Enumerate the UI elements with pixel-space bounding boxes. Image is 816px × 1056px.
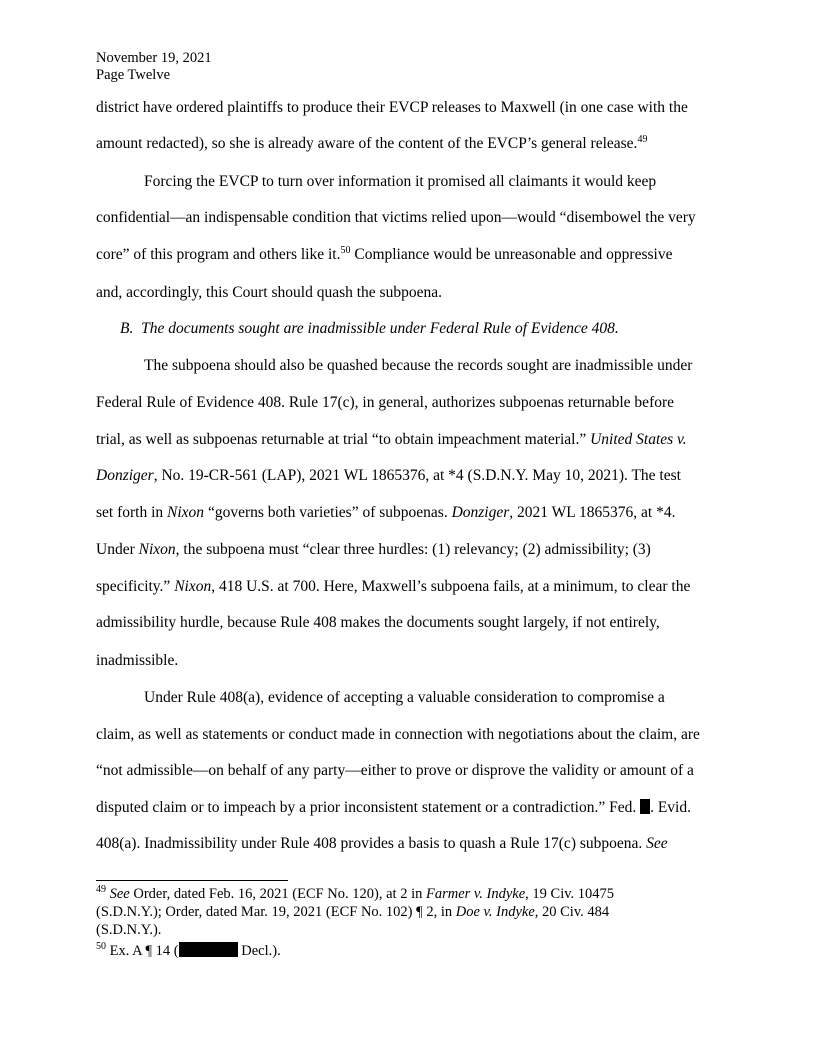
text-run: Ex. A ¶ 14 ( (106, 943, 179, 959)
text-run: claim, as well as statements or conduct made in connection with negotiations about the claim, are (96, 726, 700, 743)
text-run: Under (96, 541, 139, 558)
footnote-marker: 50 (340, 245, 351, 256)
body-line (96, 652, 178, 670)
text-run: inadmissible. (96, 652, 179, 669)
text-run: (S.D.N.Y.). (96, 922, 162, 938)
italic-citation: Doe v. Indyke (455, 904, 535, 920)
body-line (144, 689, 665, 707)
body-line (96, 726, 700, 744)
italic-citation: Donziger (96, 467, 154, 484)
body-line (96, 614, 660, 632)
italic-citation: See (109, 886, 130, 902)
text-run: , No. 19-CR-561 (LAP), 2021 WL 1865376, at *4 (S.D.N.Y. May 10, 2021). The test (153, 467, 681, 484)
body-line (144, 357, 692, 375)
text-run: , the subpoena must “clear three hurdles: (1) relevancy; (2) admissibility; (3) (175, 541, 651, 558)
text-run: set forth in (96, 504, 168, 521)
body-line (96, 284, 442, 302)
text-run: district have ordered plaintiffs to produce their EVCP releases to Maxwell (in one case with the (96, 99, 688, 116)
body-line (144, 173, 656, 191)
section-heading-b (120, 320, 619, 338)
section-heading-letter: B. (120, 320, 134, 337)
body-line (96, 246, 672, 264)
text-run: and, accordingly, this Court should quash the subpoena. (96, 284, 442, 301)
footnote-line (96, 922, 161, 939)
text-run: Decl.). (237, 943, 281, 959)
footnote-marker: 49 (637, 134, 648, 145)
body-line (96, 762, 694, 780)
redaction-box (179, 942, 238, 957)
text-run: . Evid. (650, 799, 691, 816)
footnote-separator (96, 880, 288, 881)
italic-citation: Donziger (451, 504, 510, 521)
text-run: 408(a). Inadmissibility under Rule 408 provides a basis to quash a Rule 17(c) subpoena. (96, 835, 647, 852)
text-run: Order, dated Feb. 16, 2021 (ECF No. 120), at 2 in (129, 886, 426, 902)
text-run: disputed claim or to impeach by a prior inconsistent statement or a contradiction.” Fed. (96, 799, 641, 816)
text-run: Forcing the EVCP to turn over information it promised all claimants it would keep (144, 173, 657, 190)
text-run: core” of this program and others like it. (96, 246, 341, 263)
footnote-line (96, 942, 281, 960)
italic-citation: Nixon (174, 578, 212, 595)
body-line (96, 799, 691, 817)
footnote-line (96, 886, 614, 903)
italic-citation: Farmer v. Indyke (425, 886, 526, 902)
footnote-marker: 50 (96, 941, 106, 952)
text-run: , 20 Civ. 484 (534, 904, 610, 920)
body-line (96, 431, 687, 449)
italic-citation: United States v. (590, 431, 687, 448)
text-run: amount redacted), so she is already aware of the content of the EVCP’s general release. (96, 135, 638, 152)
body-line (96, 835, 668, 853)
text-run: , 418 U.S. at 700. Here, Maxwell’s subpoena fails, at a minimum, to clear the (211, 578, 691, 595)
text-run: , 2021 WL 1865376, at *4. (509, 504, 676, 521)
text-run: confidential—an indispensable condition that victims relied upon—would “disembowel the very (96, 209, 696, 226)
text-run: , 19 Civ. 10475 (525, 886, 615, 902)
redaction-box (640, 799, 650, 814)
text-run: (S.D.N.Y.); Order, dated Mar. 19, 2021 (ECF No. 102) ¶ 2, in (96, 904, 456, 920)
body-line (96, 135, 647, 153)
body-line (96, 578, 690, 596)
text-run: “not admissible—on behalf of any party—either to prove or disprove the validity or amount of a (96, 762, 694, 779)
footnote-line (96, 904, 609, 921)
text-run: trial, as well as subpoenas returnable at trial “to obtain impeachment material.” (96, 431, 591, 448)
body-line (96, 99, 688, 117)
body-line (96, 541, 651, 559)
text-run: “governs both varieties” of subpoenas. (204, 504, 452, 521)
italic-citation: Nixon (167, 504, 205, 521)
italic-citation: See (646, 835, 668, 852)
text-run: The subpoena should also be quashed because the records sought are inadmissible under (144, 357, 693, 374)
header-date: November 19, 2021 (96, 50, 212, 66)
text-run: admissibility hurdle, because Rule 408 makes the documents sought largely, if not entirely, (96, 614, 660, 631)
section-heading-text: The documents sought are inadmissible under Federal Rule of Evidence 408. (141, 320, 619, 337)
text-run: Federal Rule of Evidence 408. Rule 17(c), in general, authorizes subpoenas returnable before (96, 394, 675, 411)
body-line (96, 209, 696, 227)
text-run: Under Rule 408(a), evidence of accepting a valuable consideration to compromise a (144, 689, 665, 706)
body-line (96, 504, 675, 522)
body-line (96, 467, 681, 485)
footnote-marker: 49 (96, 884, 106, 895)
text-run: specificity.” (96, 578, 175, 595)
text-run: Compliance would be unreasonable and oppressive (350, 246, 673, 263)
header-page-number: Page Twelve (96, 67, 171, 83)
body-line (96, 394, 674, 412)
italic-citation: Nixon (138, 541, 176, 558)
